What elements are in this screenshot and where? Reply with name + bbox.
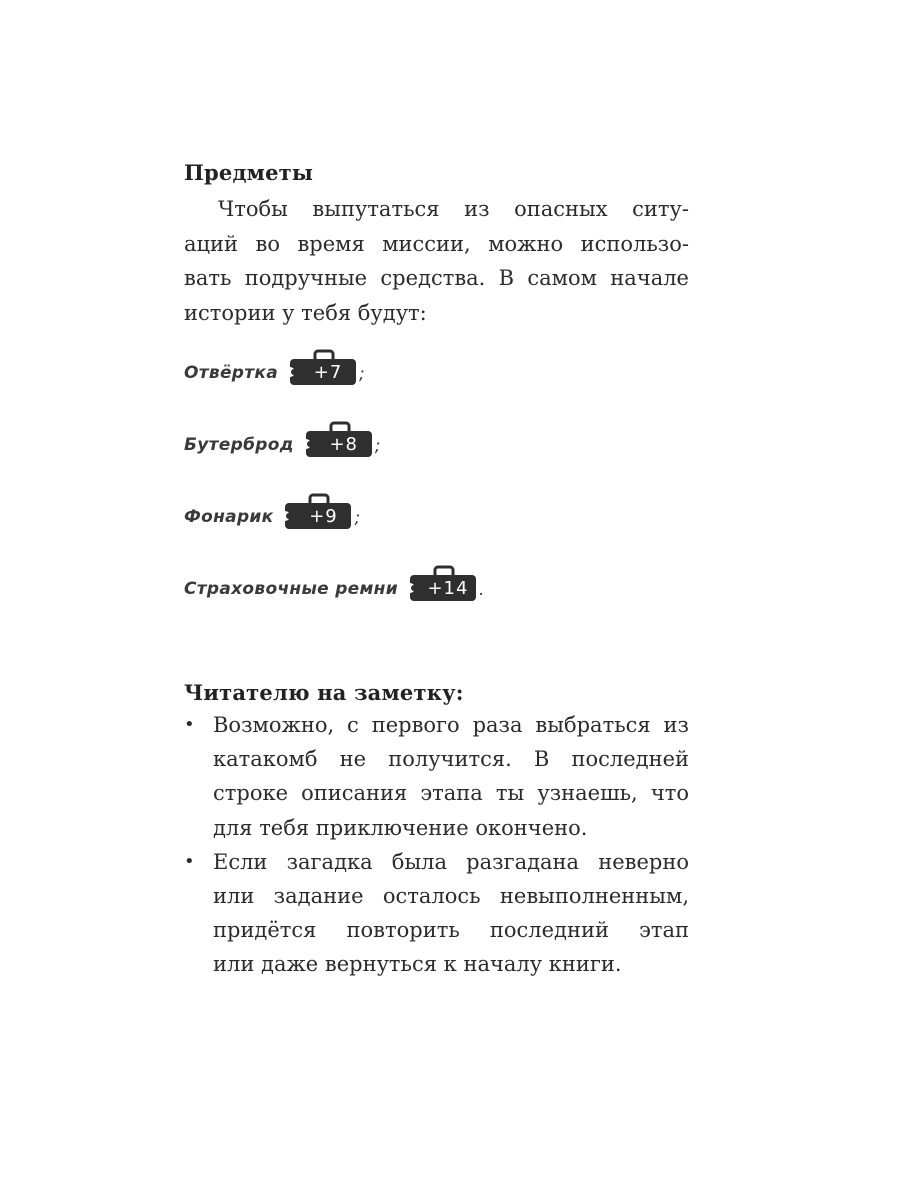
section-title-notes: Читателю на заметку:	[184, 680, 464, 705]
list-item	[184, 845, 689, 982]
note-line: Если загадка была разгадана неверно	[213, 849, 689, 874]
note-line: или задание осталось невыполненным,	[213, 884, 689, 909]
item-value: +7	[313, 362, 343, 383]
suitcase-icon	[288, 346, 358, 386]
note-line: для тебя приключение окончено.	[213, 815, 588, 840]
note-line: Возможно, с первого раза выбраться из	[213, 713, 689, 737]
intro-paragraph	[184, 192, 689, 330]
section-title-items: Предметы	[184, 160, 314, 185]
item-value: +9	[309, 506, 338, 527]
note-line: или даже вернуться к началу книги.	[213, 952, 622, 977]
item-label: Бутерброд	[184, 435, 294, 455]
item-punct: ;	[354, 508, 361, 528]
note-line: придётся повторить последний этап	[213, 918, 689, 943]
note-line: катакомб не получится. В последней	[213, 747, 689, 772]
item-label: Отвёртка	[184, 363, 279, 383]
item-flashlight	[184, 504, 360, 530]
intro-line: аций во время миссии, можно использо-	[184, 231, 689, 256]
note-line: строке описания этапа ты узнаешь, что	[213, 781, 689, 806]
bullet: •	[184, 850, 195, 872]
item-safety-straps	[184, 576, 484, 602]
item-label: Фонарик	[184, 507, 274, 527]
item-sandwich	[184, 432, 380, 458]
intro-line: истории у тебя будут:	[184, 300, 427, 325]
item-screwdriver	[184, 360, 365, 386]
suitcase-icon	[304, 418, 374, 458]
intro-line: Чтобы выпутаться из опасных ситу-	[218, 197, 689, 221]
item-punct: .	[478, 580, 485, 600]
item-value: +14	[427, 578, 469, 599]
notes-list	[184, 708, 689, 982]
suitcase-icon	[408, 562, 478, 602]
item-punct: ;	[359, 364, 365, 384]
item-punct: ;	[374, 436, 381, 456]
list-item	[184, 708, 689, 845]
bullet: •	[184, 714, 195, 735]
suitcase-icon	[283, 490, 353, 530]
item-value: +8	[329, 434, 359, 455]
item-label: Страховочные ремни	[184, 579, 398, 599]
intro-line: вать подручные средства. В самом начале	[184, 266, 689, 290]
